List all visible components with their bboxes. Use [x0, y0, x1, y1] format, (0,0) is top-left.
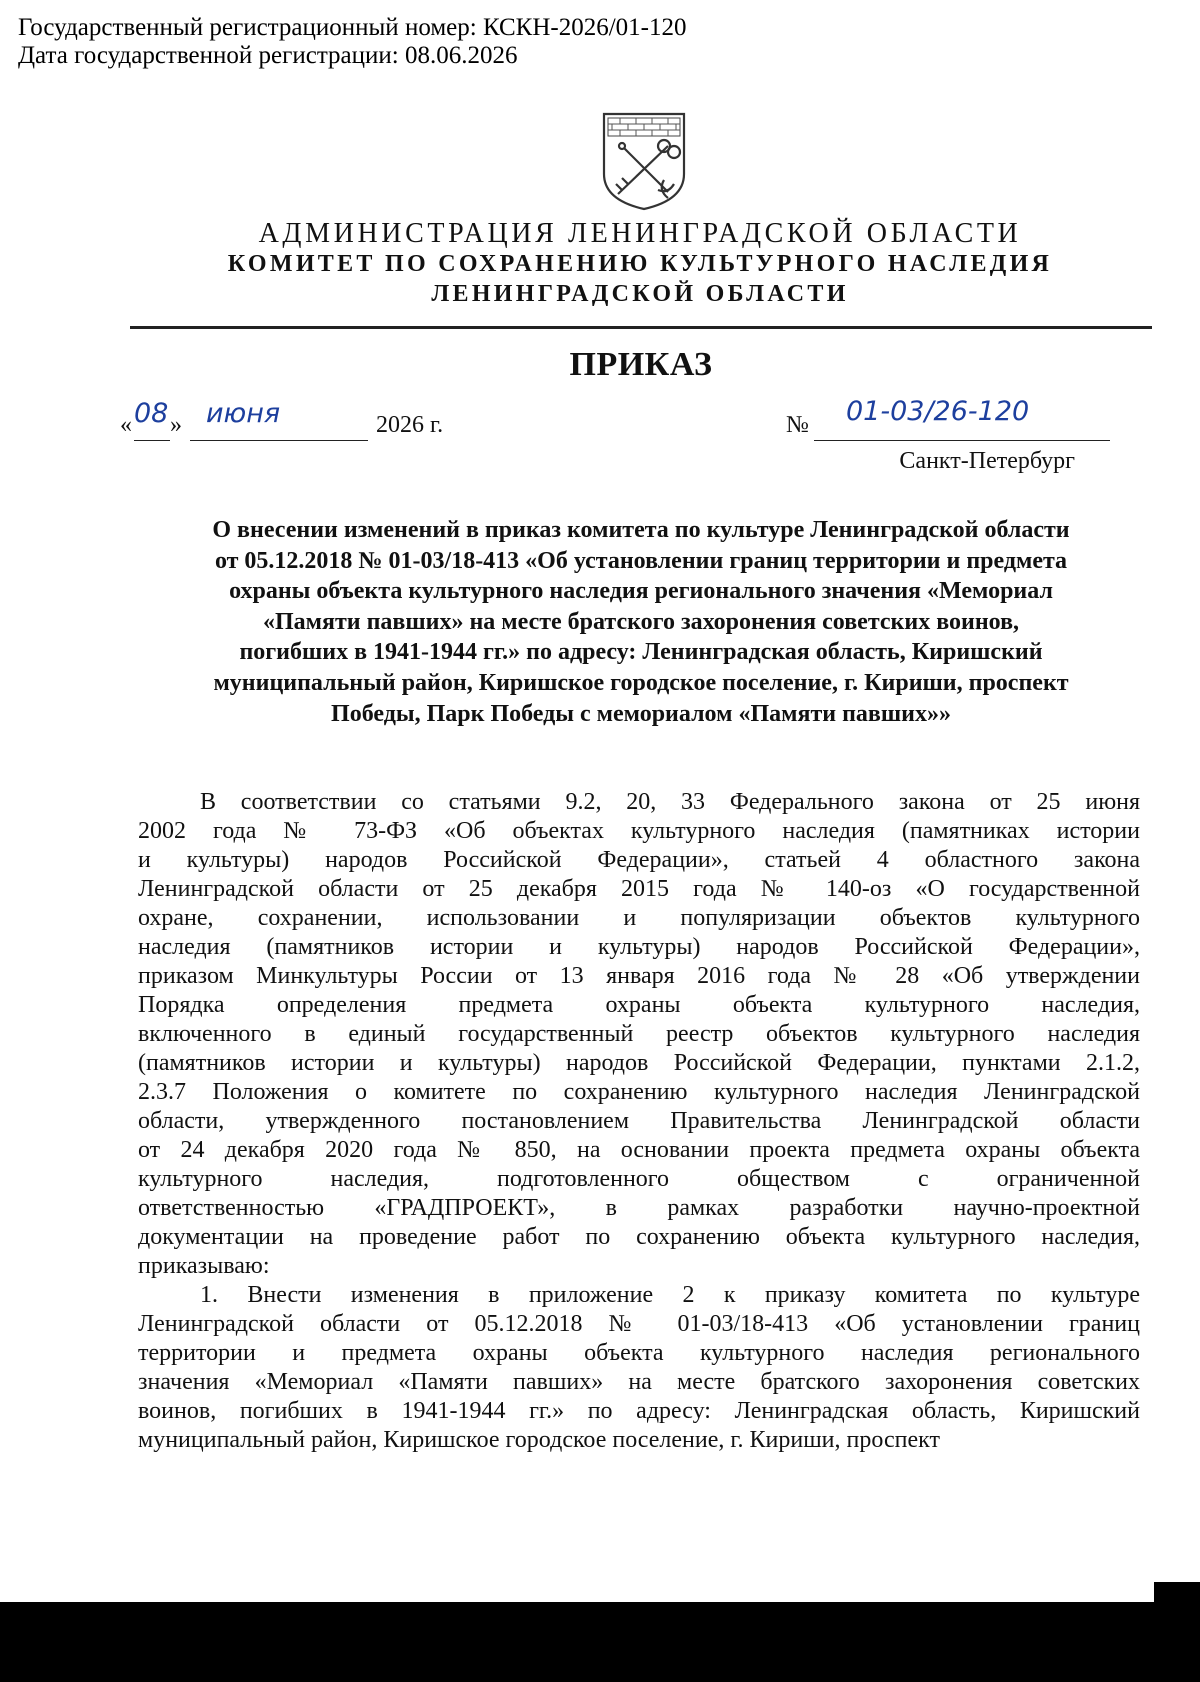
- order-item-line: воинов, погибших в 1941-1944 гг.» по адресу: Ленинградская область, Киришский: [138, 1398, 1140, 1424]
- city: Санкт-Петербург: [899, 448, 1075, 474]
- title-line: Победы, Парк Победы с мемориалом «Памяти павших»»: [331, 700, 951, 727]
- number-underline: [814, 440, 1110, 441]
- org-administration: АДМИНИСТРАЦИЯ ЛЕНИНГРАДСКОЙ ОБЛАСТИ: [258, 218, 1022, 249]
- handwritten-month: июня: [206, 398, 281, 429]
- preamble-line: от 24 декабря 2020 года № 850, на основании проекта предмета охраны объекта: [138, 1137, 1140, 1163]
- date-open-quote: «: [120, 412, 132, 438]
- registration-stamp: [18, 14, 687, 70]
- registration-number: Государственный регистрационный номер: КСКН-2026/01-120: [18, 14, 687, 41]
- preamble-line: приказом Минкультуры России от 13 января 2016 года № 28 «Об утверждении: [138, 963, 1140, 989]
- preamble-line: (памятников истории и культуры) народов Российской Федерации, пунктами 2.1.2,: [138, 1050, 1140, 1076]
- order-item-1: [138, 1281, 1140, 1455]
- org-committee: КОМИТЕТ ПО СОХРАНЕНИЮ КУЛЬТУРНОГО НАСЛЕДИЯ: [227, 251, 1053, 277]
- title-line: «Памяти павших» на месте братского захоронения советских воинов,: [262, 608, 1020, 635]
- title-line: муниципальный район, Киришское городское поселение, г. Кириши, проспект: [213, 669, 1069, 696]
- preamble-line: Порядка определения предмета охраны объекта культурного наследия,: [138, 992, 1140, 1018]
- preamble-line: ответственностью «ГРАДПРОЕКТ», в рамках разработки научно-проектной: [138, 1195, 1140, 1221]
- order-subject-title: [130, 515, 1152, 729]
- preamble-line: В соответствии со статьями 9.2, 20, 33 Федерального закона от 25 июня: [200, 789, 1140, 815]
- preamble-line: и культуры) народов Российской Федерации», статьей 4 областного закона: [138, 847, 1140, 873]
- number-sign: №: [786, 412, 809, 438]
- order-item-line: территории и предмета охраны объекта культурного наследия регионального: [138, 1340, 1140, 1366]
- scan-edge: [1154, 1582, 1200, 1602]
- month-underline: [190, 440, 368, 441]
- coat-of-arms-emblem-icon: [598, 110, 690, 212]
- order-item-line: 1. Внести изменения в приложение 2 к приказу комитета по культуре: [200, 1282, 1140, 1308]
- preamble-line: 2002 года № 73-ФЗ «Об объектах культурного наследия (памятниках истории: [138, 818, 1140, 844]
- order-item-line: муниципальный район, Киришское городское поселение, г. Кириши, проспект: [138, 1427, 940, 1453]
- number-field: [786, 396, 1116, 442]
- date-close-quote: »: [170, 412, 182, 438]
- preamble-line: Ленинградской области от 25 декабря 2015 года № 140-оз «О государственной: [138, 876, 1140, 902]
- document-type-title: ПРИКАЗ: [569, 346, 713, 383]
- date-year: 2026 г.: [376, 412, 444, 438]
- preamble-line: 2.3.7 Положения о комитете по сохранению культурного наследия Ленинградской: [138, 1079, 1140, 1105]
- title-line: О внесении изменений в приказ комитета по культуре Ленинградской области: [212, 517, 1070, 543]
- preamble-line: приказываю:: [138, 1253, 270, 1279]
- title-line: охраны объекта культурного наследия регионального значения «Мемориал: [229, 578, 1053, 605]
- handwritten-number: 01-03/26-120: [846, 396, 1030, 427]
- handwritten-day: 08: [134, 398, 169, 429]
- order-item-line: Ленинградской области от 05.12.2018 № 01-03/18-413 «Об установлении границ: [138, 1311, 1140, 1337]
- header-divider: [130, 326, 1152, 329]
- preamble-line: охране, сохранении, использовании и популяризации объектов культурного: [138, 905, 1140, 931]
- registration-date: Дата государственной регистрации: 08.06.2026: [18, 42, 518, 69]
- preamble-line: документации на проведение работ по сохранению объекта культурного наследия,: [138, 1224, 1140, 1250]
- preamble-line: культурного наследия, подготовленного обществом с ограниченной: [138, 1166, 1140, 1192]
- preamble-line: области, утвержденного постановлением Правительства Ленинградской области: [138, 1108, 1140, 1134]
- title-line: погибших в 1941-1944 гг.» по адресу: Ленинградская область, Киришский: [239, 639, 1043, 666]
- org-region: ЛЕНИНГРАДСКОЙ ОБЛАСТИ: [431, 281, 849, 307]
- day-underline: [134, 440, 170, 441]
- scan-footer-bar: [0, 1602, 1200, 1682]
- preamble-paragraph: [138, 788, 1140, 1281]
- preamble-line: наследия (памятников истории и культуры) народов Российской Федерации»,: [138, 934, 1140, 960]
- preamble-line: включенного в единый государственный реестр объектов культурного наследия: [138, 1021, 1140, 1047]
- order-item-line: значения «Мемориал «Памяти павших» на месте братского захоронения советских: [138, 1369, 1140, 1395]
- title-line: от 05.12.2018 № 01-03/18-413 «Об установлении границ территории и предмета: [214, 547, 1068, 574]
